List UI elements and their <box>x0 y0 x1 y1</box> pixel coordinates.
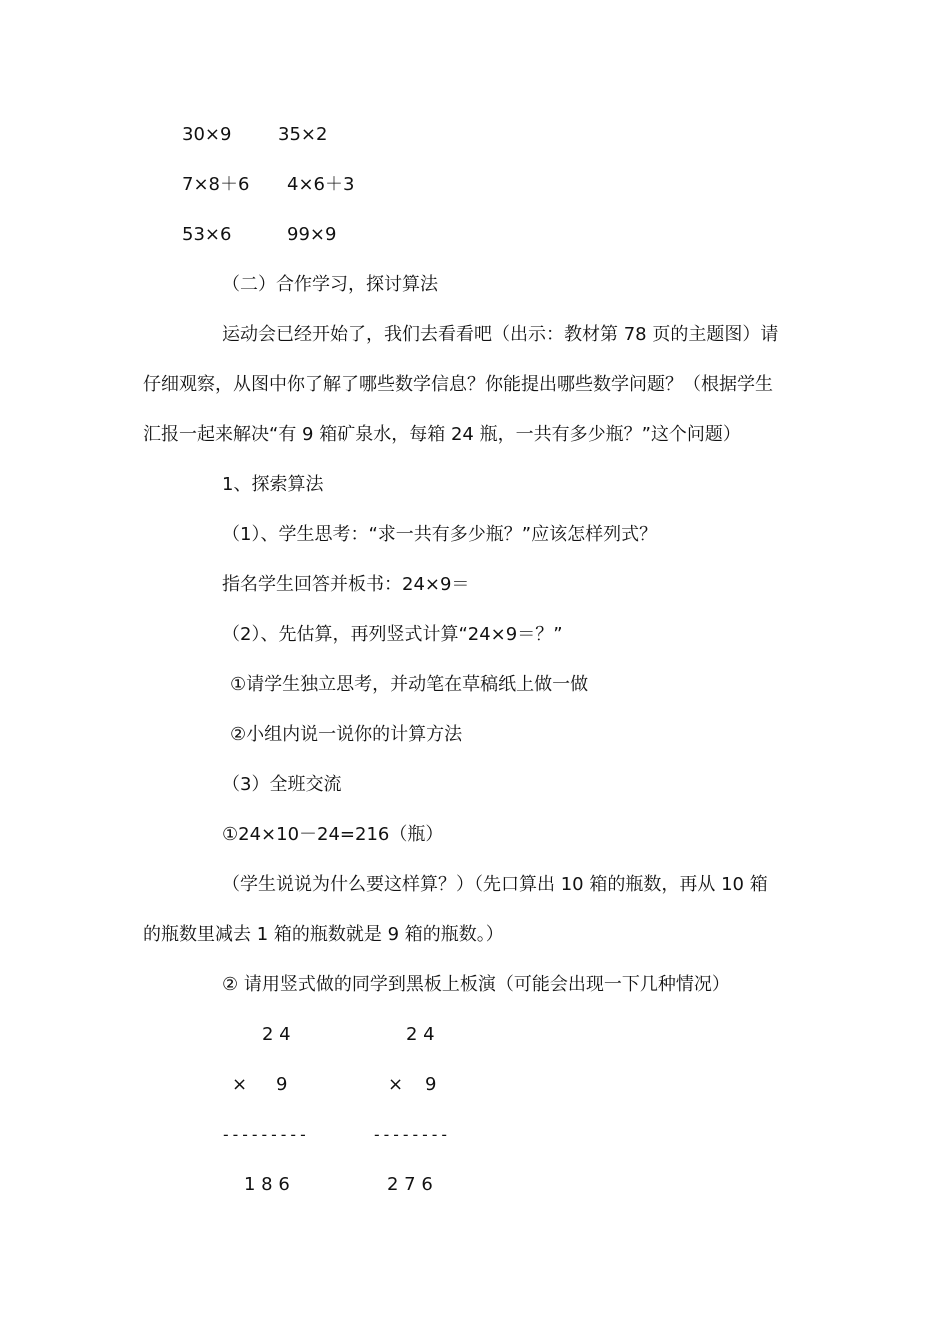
paragraph-line: 运动会已经开始了，我们去看看吧（出示：教材第 78 页的主题图）请 <box>222 324 779 345</box>
method-item: ② 请用竖式做的同学到黑板上板演（可能会出现一下几种情况） <box>222 974 730 995</box>
paragraph-line: （学生说说为什么要这样算？）（先口算出 10 箱的瓶数，再从 10 箱 <box>222 874 768 895</box>
step-heading: 1、探索算法 <box>222 474 324 495</box>
step-item: （2）、先估算，再列竖式计算“24×9＝？” <box>222 624 563 645</box>
vertical-calc-multiplier: 9 <box>425 1074 437 1095</box>
step-item: 指名学生回答并板书：24×9＝ <box>222 574 470 595</box>
vertical-calc-sign: × <box>232 1074 248 1095</box>
warmup-item: 99×9 <box>287 224 337 245</box>
step-subitem: ①请学生独立思考，并动笔在草稿纸上做一做 <box>230 674 589 695</box>
paragraph-line: 的瓶数里减去 1 箱的瓶数就是 9 箱的瓶数。） <box>143 924 504 945</box>
warmup-item: 4×6＋3 <box>287 174 355 195</box>
vertical-calc-multiplier: 9 <box>276 1074 288 1095</box>
section-heading: （二）合作学习，探讨算法 <box>222 274 438 295</box>
warmup-item: 30×9 <box>182 124 232 145</box>
step-item: （3）全班交流 <box>222 774 342 795</box>
step-subitem: ②小组内说一说你的计算方法 <box>230 724 463 745</box>
warmup-item: 7×8＋6 <box>182 174 250 195</box>
step-item: （1）、学生思考：“求一共有多少瓶？”应该怎样列式？ <box>222 524 658 545</box>
paragraph-line: 汇报一起来解决“有 9 箱矿泉水，每箱 24 瓶，一共有多少瓶？”这个问题） <box>143 424 741 445</box>
vertical-calc-top: 2 4 <box>262 1024 291 1045</box>
vertical-calc-rule: -------- <box>372 1125 450 1144</box>
vertical-calc-sign: × <box>388 1074 404 1095</box>
vertical-calc-top: 2 4 <box>406 1024 435 1045</box>
method-item: ①24×10－24=216（瓶） <box>222 824 444 845</box>
warmup-item: 53×6 <box>182 224 232 245</box>
vertical-calc-result: 1 8 6 <box>244 1174 290 1195</box>
vertical-calc-rule: --------- <box>221 1125 308 1144</box>
paragraph-line: 仔细观察，从图中你了解了哪些数学信息？你能提出哪些数学问题？（根据学生 <box>143 374 773 395</box>
vertical-calc-result: 2 7 6 <box>387 1174 433 1195</box>
warmup-item: 35×2 <box>278 124 328 145</box>
